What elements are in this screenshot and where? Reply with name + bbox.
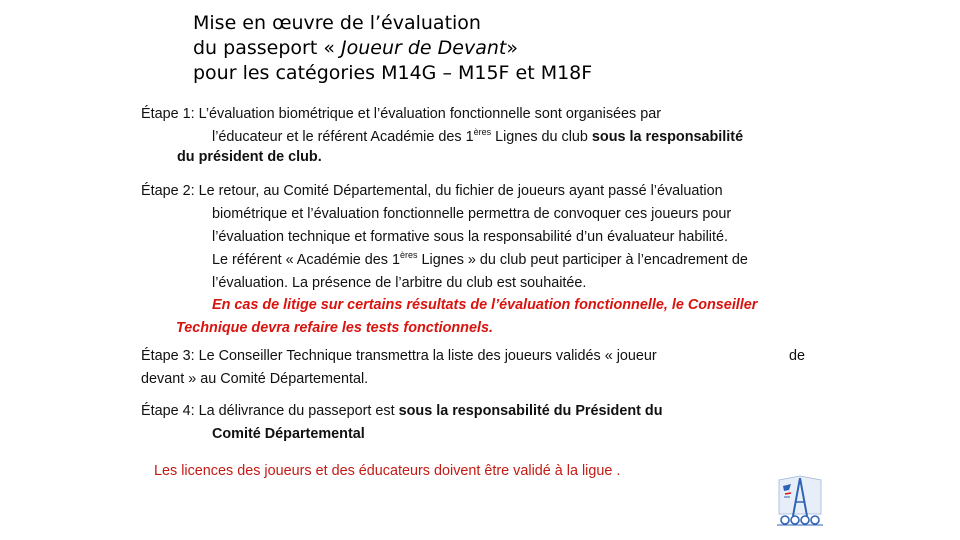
- ffr-rugby-logo-icon: [773, 472, 827, 530]
- step-1-line-2-bold: sous la responsabilité: [591, 129, 744, 145]
- step-2-line-7: Technique devra refaire les tests fonctionnels.: [176, 320, 493, 336]
- step-3-label: Étape 3:: [141, 348, 195, 364]
- step-3-line-2: devant » au Comité Départemental.: [141, 371, 369, 387]
- step-1-line-1: L’évaluation biométrique et l’évaluation fonctionnelle sont organisées par: [198, 106, 662, 122]
- step-2-line-3: l’évaluation technique et formative sous la responsabilité d’un évaluateur habilité.: [212, 229, 728, 245]
- step-2-line-4a: Le référent « Académie des 1: [212, 252, 400, 268]
- step-2-line-6: En cas de litige sur certains résultats de l’évaluation fonctionnelle, le Conseiller: [212, 297, 758, 313]
- title-line-2-prefix: du passeport «: [193, 37, 341, 59]
- step-2-line-4-sup: ères: [400, 250, 418, 260]
- step-1-line-3: du président de club.: [177, 149, 322, 165]
- step-1-line-2-sup: ères: [473, 127, 492, 137]
- footer-note: Les licences des joueurs et des éducateurs doivent être validé à la ligue .: [154, 463, 621, 479]
- step-2-line-5: l’évaluation. La présence de l’arbitre du club est souhaitée.: [212, 275, 587, 291]
- step-3-line-1-end: de: [789, 348, 806, 364]
- step-2-line-2: biométrique et l’évaluation fonctionnelle permettra de convoquer ces joueurs pour: [212, 206, 732, 222]
- title-line-2-italic: Joueur de Devant: [340, 37, 507, 59]
- step-2-line-4b: Lignes » du club peut participer à l’encadrement de: [417, 252, 748, 268]
- step-1-line-2b: Lignes du club: [491, 129, 592, 145]
- step-4-line-1a: La délivrance du passeport est: [198, 403, 399, 419]
- step-4-line-2: Comité Départemental: [212, 426, 365, 442]
- step-2-label: Étape 2:: [141, 183, 195, 199]
- title-line-1: Mise en œuvre de l’évaluation: [193, 12, 481, 34]
- step-4-line-1-bold: sous la responsabilité du Président du: [398, 403, 663, 419]
- step-4-label: Étape 4:: [141, 403, 195, 419]
- step-3-line-1: Le Conseiller Technique transmettra la liste des joueurs validés « joueur: [198, 348, 657, 364]
- step-2-line-1: Le retour, au Comité Départemental, du fichier de joueurs ayant passé l’évaluation: [198, 183, 723, 199]
- step-1-label: Étape 1:: [141, 106, 195, 122]
- title-line-3: pour les catégories M14G – M15F et M18F: [193, 62, 593, 84]
- title-line-2-suffix: »: [506, 37, 518, 59]
- step-1-line-2a: l’éducateur et le référent Académie des 1: [212, 129, 474, 145]
